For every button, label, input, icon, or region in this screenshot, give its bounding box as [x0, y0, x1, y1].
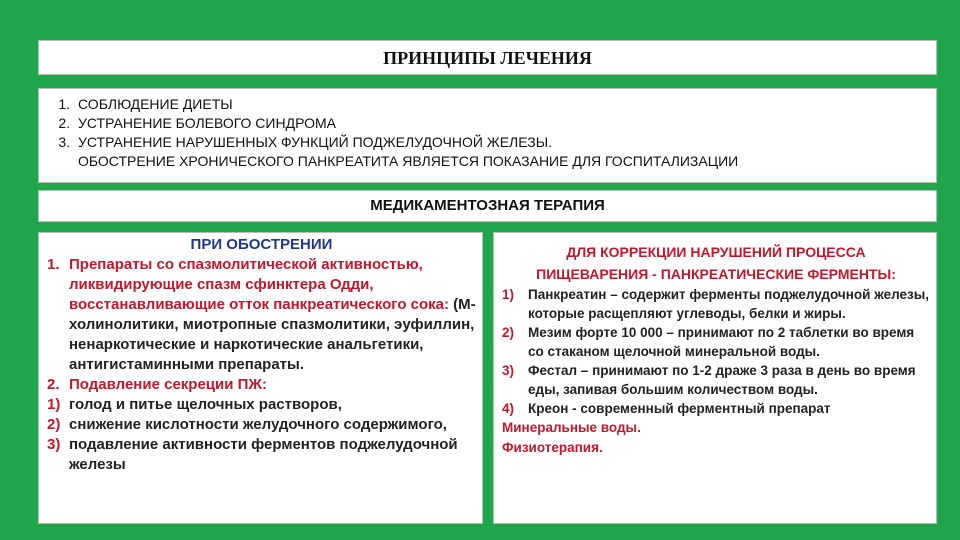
hospitalization-note: ОБОСТРЕНИЕ ХРОНИЧЕСКОГО ПАНКРЕАТИТА ЯВЛЯЕТСЯ ПОКАЗАНИЕ ДЛЯ ГОСПИТАЛИЗАЦИИ — [78, 153, 739, 169]
item-number: 1) — [502, 287, 515, 302]
secretion-suppression: Подавление секреции ПЖ: — [69, 376, 267, 393]
sub-item-text: голод и питье щелочных растворов, — [69, 396, 342, 413]
sub-item-text: снижение кислотности желудочного содержимого, — [69, 416, 447, 433]
physiotherapy: Физиотерапия. — [502, 440, 603, 455]
antispasmodic-drugs: (М-холинолитики, миотропные спазмолитики, эуфиллин, ненаркотические и наркотические анальгетики, антигистаминными препараты. — [69, 296, 476, 373]
enzymes-panel — [493, 232, 937, 524]
enzymes-heading-line: ДЛЯ КОРРЕКЦИИ НАРУШЕНИЙ ПРОЦЕССА — [566, 244, 866, 260]
sub-item-number: 3) — [47, 436, 61, 453]
enzyme-text: Креон - современный ферментный препарат — [528, 401, 831, 416]
list-item — [502, 399, 930, 418]
list-item — [47, 255, 476, 375]
enzymes-heading — [502, 241, 930, 285]
antispasmodic-text: Препараты со спазмолитической активностью, ликвидирующие спазм сфинктера Одди, восстанавливающие отток панкреатического сока: — [69, 256, 450, 313]
enzyme-text: Фестал – принимают по 1-2 драже 3 раза в день во время еды, запивая большим количеством воды. — [528, 363, 916, 397]
sub-item-number: 2) — [47, 416, 61, 433]
principles-list — [47, 95, 928, 152]
item-number: 2) — [502, 325, 515, 340]
principle-item: 3. УСТРАНЕНИЕ НАРУШЕННЫХ ФУНКЦИЙ ПОДЖЕЛУДОЧНОЙ ЖЕЛЕЗЫ. — [74, 133, 928, 152]
item-number: 2. — [47, 376, 60, 393]
list-item — [502, 323, 930, 361]
sub-list-item — [47, 415, 476, 435]
item-number: 3) — [502, 363, 515, 378]
sub-list-item — [47, 435, 476, 475]
list-item — [502, 361, 930, 399]
therapy-panel — [38, 190, 937, 222]
item-number: 1. — [47, 256, 60, 273]
principle-item: 1. СОБЛЮДЕНИЕ ДИЕТЫ — [74, 95, 928, 114]
exacerbation-heading: ПРИ ОБОСТРЕНИИ — [190, 236, 333, 253]
sub-item-text: подавление активности ферментов поджелудочной железы — [69, 436, 458, 473]
list-item — [502, 285, 930, 323]
enzyme-text: Панкреатин – содержит ферменты поджелудочной железы, которые расщепляют углеводы, белки и жиры. — [528, 287, 929, 321]
page-title: ПРИНЦИПЫ ЛЕЧЕНИЯ — [383, 48, 592, 68]
sub-list-item — [47, 395, 476, 415]
sub-item-number: 1) — [47, 396, 61, 413]
enzyme-text: Мезим форте 10 000 – принимают по 2 таблетки во время со стаканом щелочной минеральной воды. — [528, 325, 915, 359]
enzymes-heading-line: ПИЩЕВАРЕНИЯ - ПАНКРЕАТИЧЕСКИЕ ФЕРМЕНТЫ: — [536, 266, 896, 282]
item-number: 4) — [502, 401, 515, 416]
principle-item: 2. УСТРАНЕНИЕ БОЛЕВОГО СИНДРОМА — [74, 114, 928, 133]
exacerbation-panel — [38, 232, 483, 524]
therapy-heading: МЕДИКАМЕНТОЗНАЯ ТЕРАПИЯ — [370, 197, 605, 214]
mineral-waters: Минеральные воды. — [502, 420, 641, 435]
principles-panel — [38, 88, 937, 183]
list-item — [47, 375, 476, 395]
title-panel — [38, 40, 937, 75]
